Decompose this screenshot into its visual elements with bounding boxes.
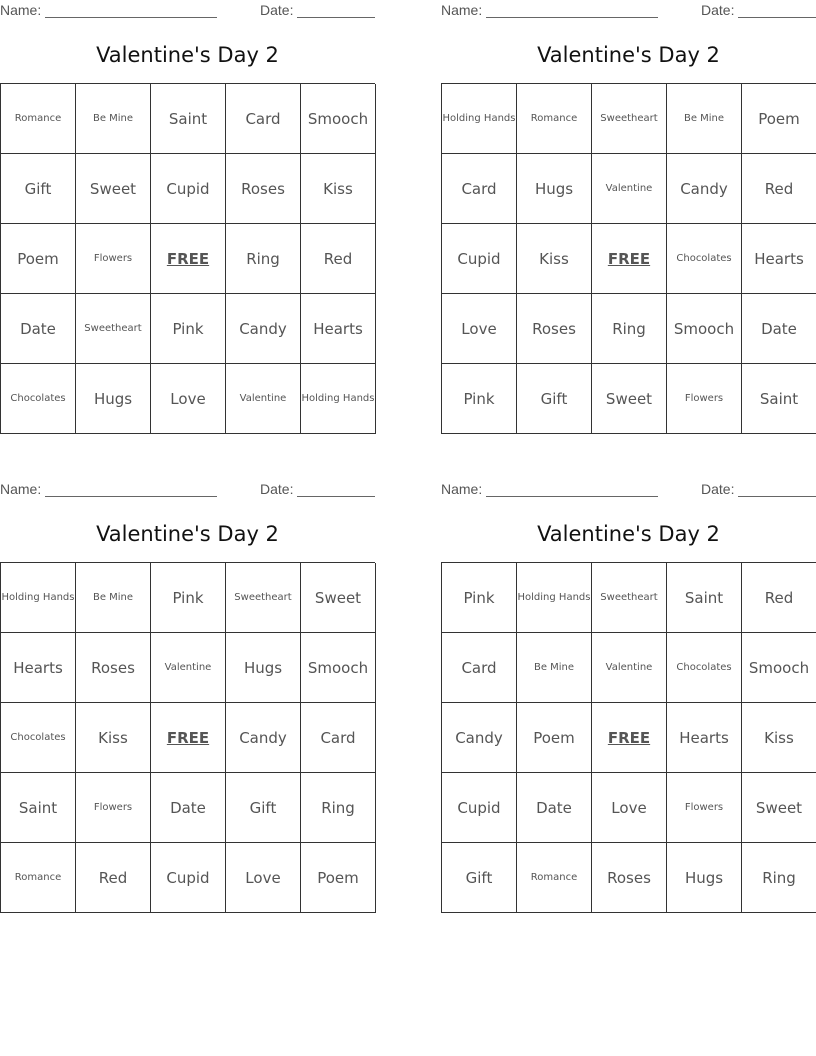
- bingo-card: [0, 479, 375, 919]
- bingo-cell: Chocolates: [667, 633, 742, 703]
- bingo-cell: Red: [301, 224, 376, 294]
- bingo-cell: Romance: [1, 843, 76, 913]
- bingo-cell: Cupid: [151, 154, 226, 224]
- bingo-cell: Be Mine: [517, 633, 592, 703]
- bingo-cell: Sweet: [301, 563, 376, 633]
- bingo-cell: Smooch: [301, 84, 376, 154]
- date-blank-line: [297, 496, 375, 497]
- bingo-cell: Smooch: [667, 294, 742, 364]
- bingo-cell: Saint: [1, 773, 76, 843]
- bingo-cell: Pink: [151, 294, 226, 364]
- bingo-cell: Sweetheart: [76, 294, 151, 364]
- free-space-cell: FREE: [151, 703, 226, 773]
- free-space-cell: FREE: [151, 224, 226, 294]
- bingo-cell: Red: [742, 154, 816, 224]
- bingo-cell: Ring: [742, 843, 816, 913]
- bingo-cell: Holding Hands: [517, 563, 592, 633]
- bingo-cell: Gift: [1, 154, 76, 224]
- bingo-grid: [441, 562, 816, 913]
- bingo-cell: Gift: [226, 773, 301, 843]
- bingo-card: [441, 479, 816, 919]
- bingo-cell: Gift: [442, 843, 517, 913]
- name-blank-line: [486, 17, 658, 18]
- date-blank-line: [738, 17, 816, 18]
- bingo-cell: Pink: [442, 364, 517, 434]
- bingo-cell: Cupid: [151, 843, 226, 913]
- bingo-cell: Saint: [742, 364, 816, 434]
- bingo-cell: Kiss: [517, 224, 592, 294]
- bingo-cell: Sweetheart: [592, 563, 667, 633]
- bingo-cell: Sweetheart: [226, 563, 301, 633]
- card-title: Valentine's Day 2: [537, 522, 720, 546]
- card-header-info: [0, 2, 375, 20]
- bingo-cell: Ring: [301, 773, 376, 843]
- bingo-cell: Smooch: [301, 633, 376, 703]
- bingo-cell: Flowers: [667, 773, 742, 843]
- bingo-cell: Date: [1, 294, 76, 364]
- bingo-cell: Date: [517, 773, 592, 843]
- bingo-cell: Ring: [592, 294, 667, 364]
- name-blank-line: [486, 496, 658, 497]
- bingo-cell: Roses: [76, 633, 151, 703]
- card-title: Valentine's Day 2: [537, 43, 720, 67]
- bingo-cell: Holding Hands: [301, 364, 376, 434]
- bingo-cell: Be Mine: [76, 563, 151, 633]
- bingo-cell: Holding Hands: [442, 84, 517, 154]
- bingo-cell: Cupid: [442, 224, 517, 294]
- free-space-cell: FREE: [592, 224, 667, 294]
- bingo-cell: Kiss: [301, 154, 376, 224]
- bingo-cell: Poem: [301, 843, 376, 913]
- bingo-cell: Poem: [517, 703, 592, 773]
- bingo-cell: Romance: [517, 84, 592, 154]
- bingo-cell: Hugs: [226, 633, 301, 703]
- bingo-cell: Hearts: [301, 294, 376, 364]
- bingo-cell: Chocolates: [1, 703, 76, 773]
- name-label: Name:: [441, 481, 483, 497]
- bingo-cell: Hugs: [517, 154, 592, 224]
- bingo-cell: Date: [742, 294, 816, 364]
- bingo-cell: Date: [151, 773, 226, 843]
- bingo-cell: Kiss: [76, 703, 151, 773]
- bingo-cell: Hugs: [667, 843, 742, 913]
- card-header-info: [441, 2, 816, 20]
- bingo-cell: Love: [442, 294, 517, 364]
- bingo-cell: Be Mine: [667, 84, 742, 154]
- bingo-cell: Valentine: [151, 633, 226, 703]
- bingo-cell: Hearts: [1, 633, 76, 703]
- name-blank-line: [45, 17, 217, 18]
- bingo-cell: Poem: [742, 84, 816, 154]
- bingo-cell: Pink: [151, 563, 226, 633]
- bingo-cell: Romance: [1, 84, 76, 154]
- bingo-cell: Flowers: [667, 364, 742, 434]
- name-label: Name:: [0, 481, 42, 497]
- bingo-cell: Pink: [442, 563, 517, 633]
- bingo-card: [441, 0, 816, 440]
- bingo-cell: Hugs: [76, 364, 151, 434]
- bingo-cell: Flowers: [76, 224, 151, 294]
- bingo-cell: Poem: [1, 224, 76, 294]
- bingo-grid: [0, 562, 375, 913]
- bingo-cell: Chocolates: [1, 364, 76, 434]
- bingo-cell: Red: [76, 843, 151, 913]
- bingo-cell: Roses: [226, 154, 301, 224]
- bingo-cell: Saint: [151, 84, 226, 154]
- bingo-cell: Candy: [226, 294, 301, 364]
- bingo-cell: Romance: [517, 843, 592, 913]
- date-label: Date:: [260, 2, 294, 18]
- bingo-cell: Candy: [667, 154, 742, 224]
- bingo-cell: Chocolates: [667, 224, 742, 294]
- bingo-cell: Sweet: [76, 154, 151, 224]
- bingo-grid: [0, 83, 375, 434]
- bingo-cell: Cupid: [442, 773, 517, 843]
- bingo-cell: Gift: [517, 364, 592, 434]
- date-label: Date:: [701, 481, 735, 497]
- bingo-cell: Kiss: [742, 703, 816, 773]
- bingo-cell: Holding Hands: [1, 563, 76, 633]
- bingo-cell: Hearts: [742, 224, 816, 294]
- bingo-grid: [441, 83, 816, 434]
- date-blank-line: [738, 496, 816, 497]
- date-label: Date:: [701, 2, 735, 18]
- bingo-cell: Roses: [592, 843, 667, 913]
- bingo-cell: Red: [742, 563, 816, 633]
- bingo-cell: Saint: [667, 563, 742, 633]
- bingo-cell: Ring: [226, 224, 301, 294]
- bingo-cell: Smooch: [742, 633, 816, 703]
- bingo-cell: Candy: [442, 703, 517, 773]
- card-header-info: [0, 481, 375, 499]
- bingo-cell: Valentine: [592, 154, 667, 224]
- bingo-cell: Hearts: [667, 703, 742, 773]
- bingo-cell: Card: [442, 633, 517, 703]
- card-title: Valentine's Day 2: [96, 43, 279, 67]
- bingo-cell: Love: [151, 364, 226, 434]
- bingo-cell: Card: [301, 703, 376, 773]
- bingo-cell: Be Mine: [76, 84, 151, 154]
- card-title: Valentine's Day 2: [96, 522, 279, 546]
- bingo-card: [0, 0, 375, 440]
- date-blank-line: [297, 17, 375, 18]
- free-space-cell: FREE: [592, 703, 667, 773]
- bingo-cell: Card: [442, 154, 517, 224]
- bingo-cell: Love: [592, 773, 667, 843]
- bingo-cell: Candy: [226, 703, 301, 773]
- bingo-cell: Valentine: [592, 633, 667, 703]
- card-header-info: [441, 481, 816, 499]
- name-label: Name:: [441, 2, 483, 18]
- bingo-cell: Sweetheart: [592, 84, 667, 154]
- bingo-cell: Valentine: [226, 364, 301, 434]
- bingo-cell: Sweet: [742, 773, 816, 843]
- name-blank-line: [45, 496, 217, 497]
- bingo-cell: Sweet: [592, 364, 667, 434]
- bingo-cell: Love: [226, 843, 301, 913]
- bingo-cell: Roses: [517, 294, 592, 364]
- bingo-cell: Card: [226, 84, 301, 154]
- date-label: Date:: [260, 481, 294, 497]
- name-label: Name:: [0, 2, 42, 18]
- bingo-cell: Flowers: [76, 773, 151, 843]
